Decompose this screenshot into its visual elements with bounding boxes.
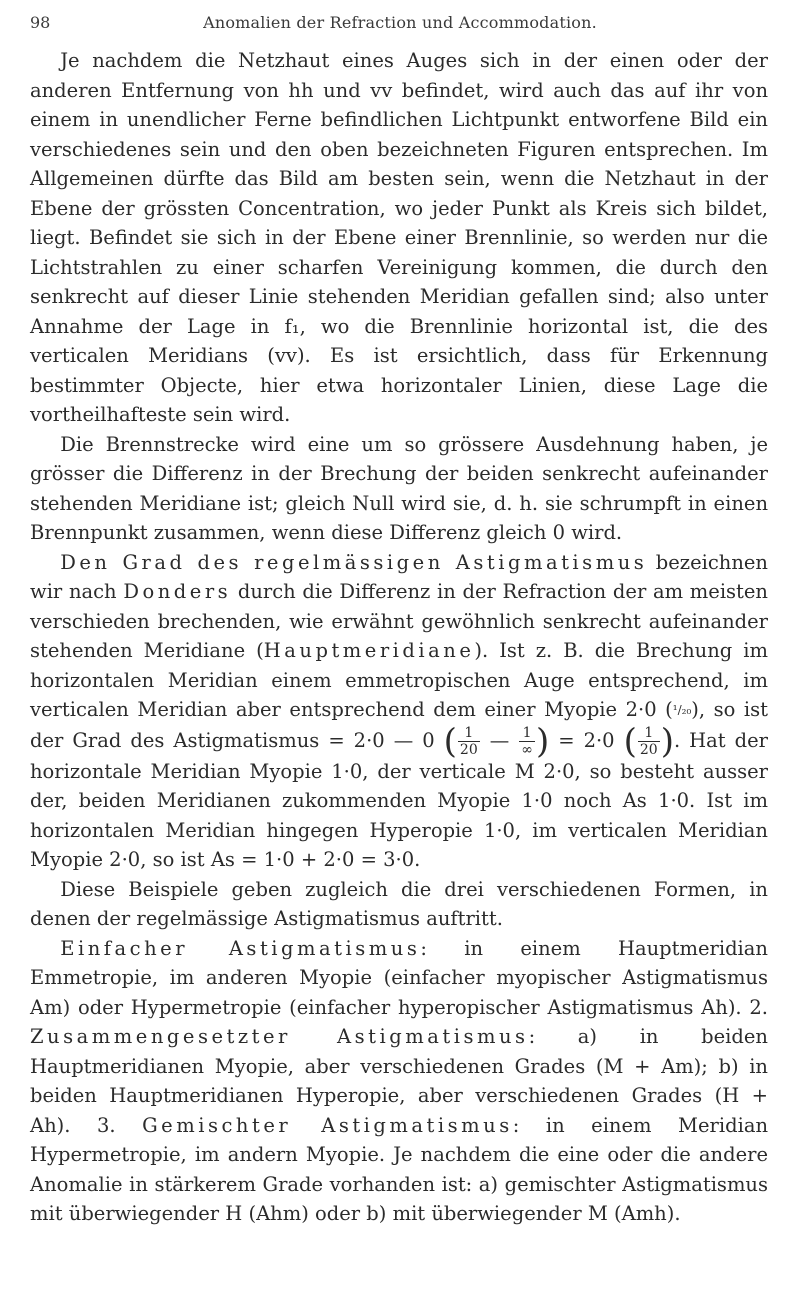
term-hauptmeridiane: Hauptmeridiane: [263, 639, 475, 662]
paren-open-2: (: [623, 721, 637, 761]
fraction-1-infinity: $\frac{1}{\infty}$: [521, 724, 533, 758]
paragraph-drei-formen: Diese Beispiele geben zugleich die drei verschiedenen Formen, in denen der regelmässige Astigmatismus auftritt.: [30, 877, 768, 930]
fraction-1-20-b: $\frac{1}{20}$: [639, 724, 658, 758]
page-number: 98: [30, 13, 51, 32]
paragraph-formen-liste: Einfacher Astigmatismus: in einem Hauptmeridian Emmetropie, im anderen Myopie (einfacher myopischer Astigmatismus Am) oder Hypermetropie (einfacher hyperopischer Astigmatismus Ah). 2. Zusammengesetzter Astigmatismus: a) in beiden Hauptmeridianen Myopie, aber verschiedenen Grades (M + Am); b) in beiden Hauptmeridianen Hyperopie, aber verschiedenen Grades (H + Ah). 3. Gemischter Astigmatismus: in einem Meridian Hypermetropie, im andern Myopie. Je nachdem die eine oder die andere Anomalie in stärkerem Grade vorhanden ist: a) gemischter Astigmatismus mit überwiegender H (Ahm) oder b) mit überwiegender M (Amh).: [30, 936, 768, 1225]
running-head: [30, 10, 770, 36]
paren-close-2: ): [660, 721, 674, 761]
term-zusammengesetzter-astigmatismus: Zusammengesetzter Astigmatismus: [30, 1025, 529, 1048]
paren-close: ): [535, 721, 550, 761]
fraction-1-20-a: $\frac{1}{20}$: [459, 724, 478, 758]
paragraph-netzhaut-bild: Je nachdem die Netzhaut eines Auges sich in der einen oder der anderen Entfernung von hh und vv befindet, wird auch das auf ihr von einem in unendlicher Ferne befindlichen Lichtpunkt entworfene Bild ein verschiedenes sein und den oben bezeichneten Figuren entsprechen. Im Allgemeinen dürfte das Bild am besten sein, wenn die Netzhaut in der Ebene der grössten Concentration, wo jeder Punkt als Kreis sich bildet, liegt. Befindet sie sich in der Ebene einer Brennlinie, so werden nur die Lichtstrahlen zu einer scharfen Vereinigung kommen, die durch den senkrecht auf dieser Linie stehenden Meridian gefallen sind; also unter Annahme der Lage in f₁, wo die Brennlinie horizontal ist, die des verticalen Meridians (vv). Es ist ersichtlich, dass für Erkennung bestimmter Objecte, hier etwa horizontaler Linien, diese Lage die vortheilhafteste sein wird.: [30, 49, 768, 426]
emphasis-grad-astigmatismus: Den Grad des regelmässigen Astigmatismus: [60, 550, 648, 574]
paragraph-brennstrecke: Die Brennstrecke wird eine um so grössere Ausdehnung haben, je grösser die Differenz in der Brechung der beiden senkrecht aufeinander stehenden Meridiane ist; gleich Null wird sie, d. h. sie schrumpft in einen Brennpunkt zusammen, wenn diese Differenz gleich 0 wird.: [30, 432, 768, 544]
inline-fraction: ¹/₂₀: [672, 703, 692, 717]
term-einfacher-astigmatismus: Einfacher Astigmatismus: [60, 936, 421, 960]
paren-open: (: [443, 721, 457, 761]
term-gemischter-astigmatismus: Gemischter Astigmatismus: [142, 1113, 513, 1137]
author-donders: Donders: [123, 580, 232, 603]
running-title: Anomalien der Refraction und Accommodation.: [203, 13, 597, 32]
body-text: [30, 46, 768, 1229]
paragraph-grad-astigmatismus: Den Grad des regelmässigen Astigmatismus bezeichnen wir nach Donders durch die Differenz in der Refraction der am meisten verschieden brechenden, wie erwähnt gewöhnlich senkrecht aufeinander stehenden Meridiane (Hauptmeridiane). Ist z. B. die Brechung im horizontalen Meridian einem emmetropischen Auge entsprechend, im verticalen Meridian aber entsprechend dem einer Myopie 2·0 (¹/₂₀), so ist der Grad des Astigmatismus = 2·0 — 0 ( $\frac{1}{20}$ — $\frac{1}{\infty}$ ) = 2·0 ( $\frac{1}{20}$ ). Hat der horizontale Meridian Myopie 1·0, der verticale M 2·0, so besteht ausser der, beiden Meridianen zukommenden Myopie 1·0 noch As 1·0. Ist im horizontalen Meridian hingegen Hyperopie 1·0, im verticalen Meridian Myopie 2·0, so ist As = 1·0 + 2·0 = 3·0.: [30, 550, 769, 871]
